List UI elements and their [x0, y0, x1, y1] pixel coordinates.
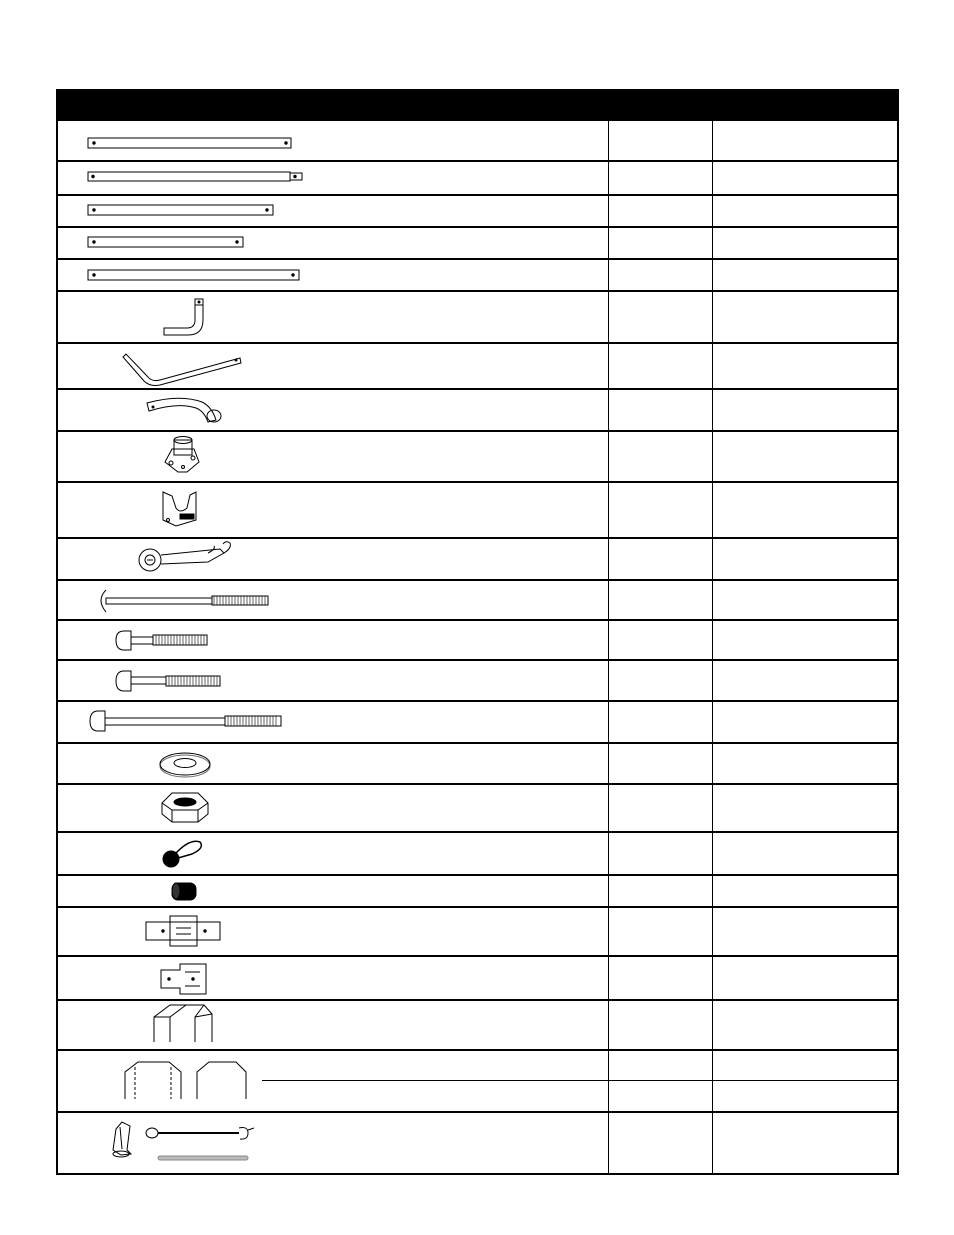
long-bar-icon — [88, 138, 291, 148]
end-cap-icon — [172, 883, 196, 900]
short-bar-icon — [88, 237, 243, 247]
part-drawings — [58, 91, 901, 1177]
ball-bungee-icon — [163, 841, 201, 867]
bent-rafter-icon — [123, 354, 241, 386]
hex-nut-icon — [162, 793, 208, 822]
end-panels-icon — [125, 1062, 246, 1099]
parts-list-table — [56, 89, 899, 1175]
anchor-kit-icon — [113, 1122, 254, 1160]
medium-bar-icon — [88, 205, 273, 215]
canopy-cover-icon — [154, 1005, 212, 1042]
ratchet-tensioner-icon — [139, 542, 230, 571]
short-bolt-icon — [116, 631, 207, 650]
side-connector-icon — [161, 964, 206, 994]
long-bar-icon — [88, 270, 299, 280]
medium-bolt-icon — [116, 671, 220, 691]
long-bolt-icon — [90, 711, 281, 731]
cross-connector-icon — [146, 916, 220, 946]
clamp-bracket-icon — [163, 492, 196, 526]
foot-plate-icon — [165, 437, 199, 473]
curved-tube-icon — [147, 398, 221, 422]
long-t-bolt-icon — [101, 590, 268, 612]
corner-elbow-icon — [164, 299, 203, 335]
washer-icon — [160, 753, 210, 777]
swaged-bar-icon — [88, 172, 302, 181]
